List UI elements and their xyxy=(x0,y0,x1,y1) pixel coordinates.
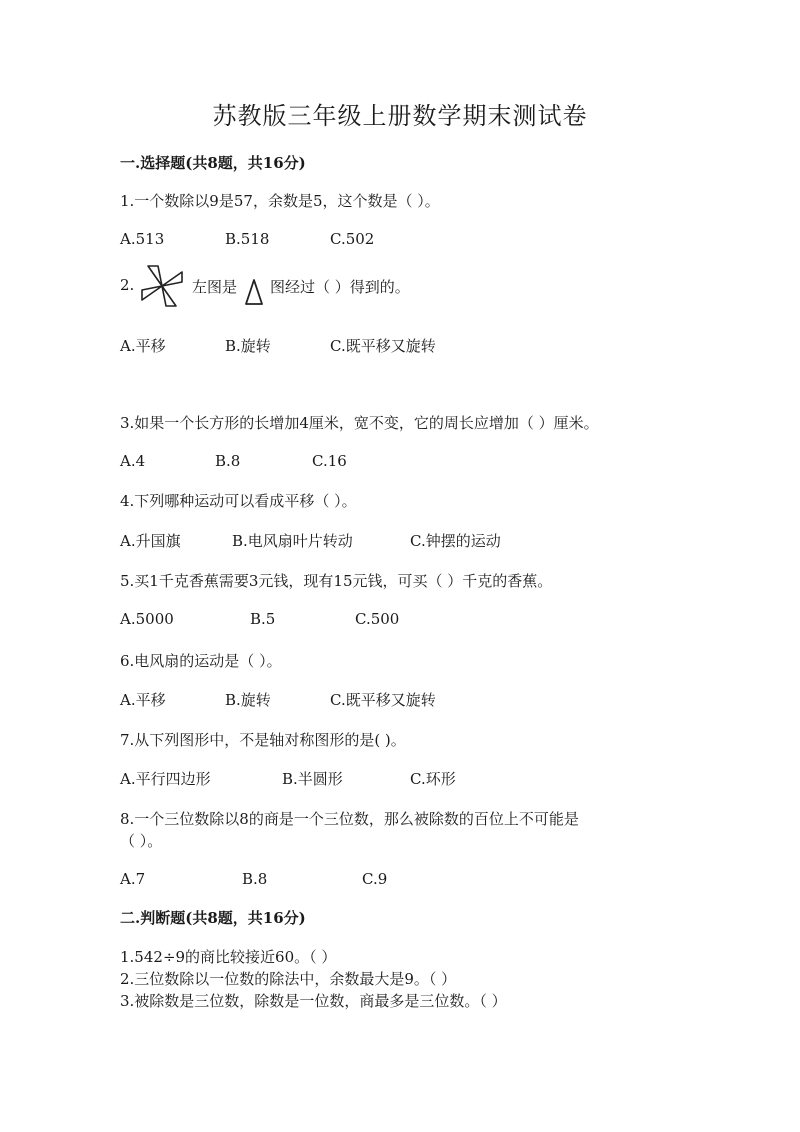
question-7: 7.从下列图形中，不是轴对称图形的是( )。 xyxy=(120,731,406,749)
q4-option-c: C.钟摆的运动 xyxy=(410,532,501,550)
judgement-item-2: 2.三位数除以一位数的除法中，余数最大是9。（ ） xyxy=(120,970,457,988)
question-1: 1.一个数除以9是57，余数是5，这个数是（ ）。 xyxy=(120,192,440,210)
q5-option-b: B.5 xyxy=(250,610,276,628)
question-3: 3.如果一个长方形的长增加4厘米，宽不变，它的周长应增加（ ）厘米。 xyxy=(120,414,599,432)
q6-option-c: C.既平移又旋转 xyxy=(330,691,436,709)
q4-option-a: A.升国旗 xyxy=(120,532,181,550)
q7-option-b: B.半圆形 xyxy=(282,770,343,788)
q8-option-a: A.7 xyxy=(120,870,146,888)
judgement-item-1: 1.542÷9的商比较接近60。（ ） xyxy=(120,948,337,966)
q5-option-a: A.5000 xyxy=(120,610,174,628)
q2-option-c: C.既平移又旋转 xyxy=(330,337,436,355)
pinwheel-figure-icon xyxy=(138,262,186,310)
question-2-number: 2. xyxy=(120,276,135,294)
q7-option-a: A.平行四边形 xyxy=(120,770,211,788)
q3-option-a: A.4 xyxy=(120,452,146,470)
q5-option-c: C.500 xyxy=(355,610,400,628)
triangle-figure-icon xyxy=(244,278,264,306)
question-8-continued: （ ）。 xyxy=(120,832,163,850)
q2-option-a: A.平移 xyxy=(120,337,166,355)
q6-option-a: A.平移 xyxy=(120,691,166,709)
q1-option-a: A.513 xyxy=(120,230,165,248)
question-6: 6.电风扇的运动是（ ）。 xyxy=(120,652,282,670)
q6-option-b: B.旋转 xyxy=(225,691,271,709)
question-4: 4.下列哪种运动可以看成平移（ ）。 xyxy=(120,492,357,510)
question-2-text-a: 左图是 xyxy=(192,278,238,296)
section-heading-choice: 一.选择题(共8题，共16分) xyxy=(120,154,306,172)
q7-option-c: C.环形 xyxy=(410,770,456,788)
q3-option-b: B.8 xyxy=(215,452,241,470)
page-title: 苏教版三年级上册数学期末测试卷 xyxy=(212,102,588,130)
q8-option-c: C.9 xyxy=(362,870,388,888)
q4-option-b: B.电风扇叶片转动 xyxy=(232,532,353,550)
q8-option-b: B.8 xyxy=(242,870,268,888)
q2-option-b: B.旋转 xyxy=(225,337,271,355)
question-5: 5.买1千克香蕉需要3元钱，现有15元钱，可买（ ）千克的香蕉。 xyxy=(120,572,553,590)
section-heading-judgement: 二.判断题(共8题，共16分) xyxy=(120,909,306,927)
judgement-item-3: 3.被除数是三位数，除数是一位数，商最多是三位数。（ ） xyxy=(120,992,507,1010)
q1-option-b: B.518 xyxy=(225,230,270,248)
q1-option-c: C.502 xyxy=(330,230,375,248)
question-8: 8.一个三位数除以8的商是一个三位数，那么被除数的百位上不可能是 xyxy=(120,810,579,828)
question-2-text-b: 图经过（ ）得到的。 xyxy=(270,278,410,296)
q3-option-c: C.16 xyxy=(312,452,347,470)
